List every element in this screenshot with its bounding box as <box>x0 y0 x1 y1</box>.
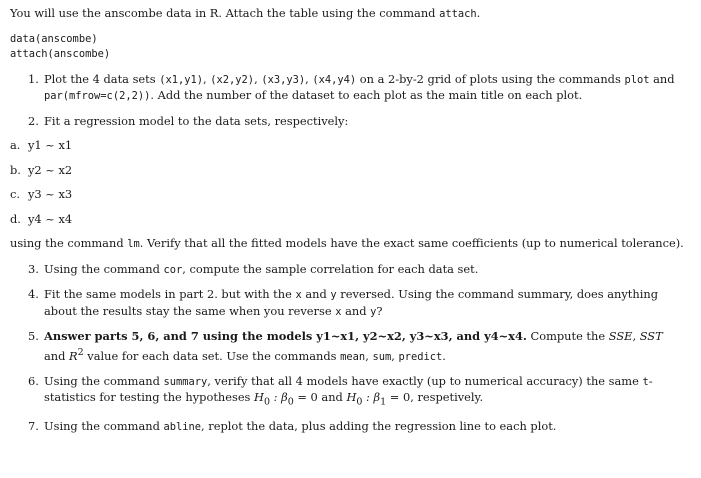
question-number: 7. <box>28 419 39 434</box>
q4-code-y2: y <box>370 305 377 318</box>
q1-code-par: par(mfrow=c(2,2)) <box>44 90 151 102</box>
question-2 <box>10 114 694 130</box>
q6-text-4: and <box>317 390 347 405</box>
question-number: 6. <box>28 373 39 388</box>
q4-text-1: Fit the same models in part 2. but with the <box>44 287 296 301</box>
question-number: 4. <box>28 287 39 301</box>
hypothesis-2-beta: : β <box>362 390 381 405</box>
q4-code-y: y <box>330 289 337 301</box>
q7-text-2: , replot the data, plus adding the regression line to each plot. <box>201 419 557 434</box>
abline-command: abline <box>163 421 202 434</box>
question-4 <box>10 287 694 320</box>
r-squared-symbol: R <box>69 348 78 363</box>
sub-item-label: c. <box>10 187 21 201</box>
q1-code-3: (x3,y3) <box>261 73 306 86</box>
sub-item-text: y4 ~ x4 <box>28 211 73 226</box>
sub-item-label: a. <box>10 138 21 152</box>
sub-item-label: d. <box>10 211 21 226</box>
hypothesis-1-sub: 0 <box>263 396 271 408</box>
q4-code-x2: x <box>335 305 342 318</box>
q3-text-1: Using the command <box>44 261 164 276</box>
sub-item-d <box>10 212 694 228</box>
q1-code-4: (x4,y4) <box>312 73 357 86</box>
hypothesis-2-eq: = 0 <box>386 390 411 405</box>
r-squared-exponent: 2 <box>77 346 84 358</box>
q3-text-2: , compute the sample correlation for each data set. <box>182 261 479 276</box>
q1-sep-2: , <box>254 71 262 86</box>
question-number: 5. <box>28 329 39 343</box>
question-3 <box>10 262 694 279</box>
question-7 <box>10 419 694 436</box>
code-line-attach: attach(anscombe) <box>10 48 111 60</box>
sub-item-text: y1 ~ x1 <box>28 138 73 152</box>
sub-item-a <box>10 138 694 154</box>
q7-text-1: Using the command <box>44 419 164 434</box>
hypothesis-1-beta: : β <box>270 390 288 405</box>
q1-code-1: (x1,y1) <box>159 73 204 86</box>
q5-text-6: , <box>391 348 399 363</box>
mean-command: mean <box>340 350 366 363</box>
t-code: t <box>642 375 649 388</box>
sst-symbol: SST <box>639 329 663 343</box>
question-number: 3. <box>28 261 39 276</box>
sub-item-b <box>10 163 694 179</box>
verify-text-1: using the command <box>10 236 128 250</box>
sub-item-label: b. <box>10 162 21 177</box>
document <box>10 6 694 445</box>
q5-text-1: Compute the <box>526 329 609 343</box>
question-5 <box>10 329 694 365</box>
q1-text-3: and <box>649 71 675 86</box>
q6-text-2: , verify that all 4 models have exactly (up to numerical accuracy) the same <box>207 373 643 388</box>
q4-code-x: x <box>295 289 302 301</box>
hypothesis-2-h: H <box>346 390 357 405</box>
intro-end: . <box>476 6 481 20</box>
sub-item-text: y2 ~ x2 <box>28 162 73 177</box>
sse-symbol: SSE <box>608 329 633 343</box>
sub-item-text: y3 ~ x3 <box>28 187 73 201</box>
intro-text: You will use the anscombe data in R. Attach the table using the command <box>10 6 440 20</box>
predict-command: predict <box>398 350 443 363</box>
q5-text-3: and <box>44 348 70 363</box>
verify-text-2: . Verify that all the fitted models have the exact same coefficients (up to numerical tolerance). <box>139 236 684 250</box>
question-number: 2. <box>28 113 39 128</box>
q5-bold-text: Answer parts 5, 6, and 7 using the models y1~x1, y2~x2, y3~x3, and y4~x4. <box>44 329 527 343</box>
q1-code-2: (x2,y2) <box>210 73 255 86</box>
sub-item-c <box>10 187 694 203</box>
verify-paragraph <box>10 236 694 253</box>
q1-text-4: . Add the number of the dataset to each plot as the main title on each plot. <box>150 88 583 102</box>
q5-text-5: , <box>365 348 373 363</box>
q5-text-7: . <box>442 348 446 363</box>
q4-text-2: and <box>301 287 331 301</box>
cor-command: cor <box>163 263 183 276</box>
q6-text-3: -statistics for testing the hypotheses <box>44 373 653 405</box>
hypothesis-2-sub: 0 <box>356 396 363 408</box>
q1-text-2: on a 2-by-2 grid of plots using the commands <box>356 71 625 86</box>
hypothesis-1-eq: = 0 <box>293 390 318 405</box>
question-1 <box>10 72 694 105</box>
q6-text-5: , respetively. <box>410 390 484 405</box>
summary-command: summary <box>163 375 208 388</box>
intro-paragraph <box>10 6 694 23</box>
question-number: 1. <box>28 71 39 86</box>
lm-command: lm <box>127 238 140 250</box>
q5-text-2: , <box>632 329 640 343</box>
q1-text-1: Plot the 4 data sets <box>44 71 160 86</box>
q5-text-4: value for each data set. Use the commands <box>83 348 341 363</box>
q4-text-4: and <box>341 303 371 318</box>
q2-text: Fit a regression model to the data sets, respectively: <box>44 113 349 128</box>
hypothesis-2-beta-sub: 1 <box>380 396 387 408</box>
sum-command: sum <box>372 350 392 363</box>
q1-sep-1: , <box>203 71 211 86</box>
code-block <box>10 32 694 63</box>
question-6 <box>10 374 694 410</box>
attach-command: attach <box>439 8 477 20</box>
q6-text-1: Using the command <box>44 373 164 388</box>
code-line-data: data(anscombe) <box>10 32 98 45</box>
hypothesis-1-beta-sub: 0 <box>287 396 294 408</box>
hypothesis-1-h: H <box>254 390 264 405</box>
q1-sep-3: , <box>305 71 313 86</box>
q4-text-3: reversed. Using the command summary, does anything about the results stay the same when you reverse <box>44 287 658 318</box>
q4-text-5: ? <box>376 303 383 318</box>
q1-code-plot: plot <box>624 73 650 86</box>
